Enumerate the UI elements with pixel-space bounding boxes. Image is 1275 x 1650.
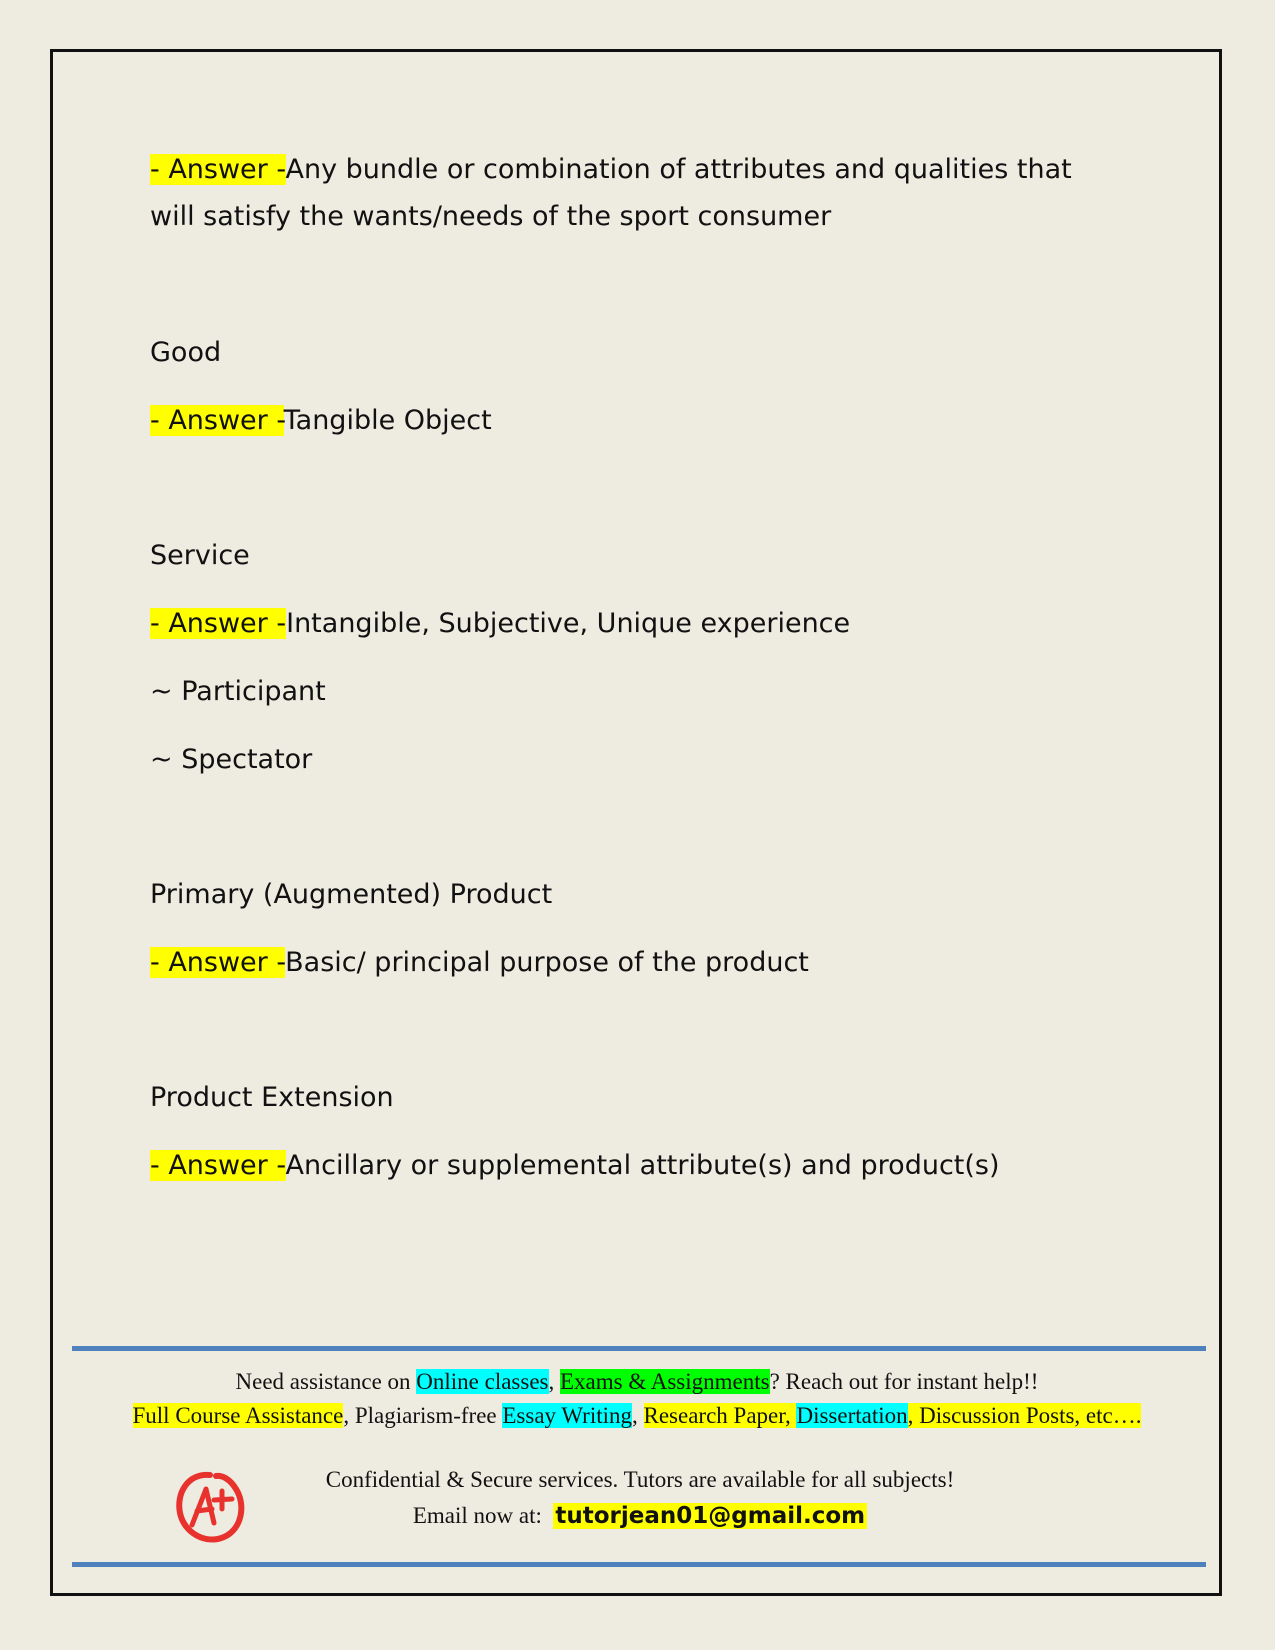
footer-text: , Plagiarism-free <box>343 1403 503 1428</box>
research-highlight: Research Paper, <box>643 1403 797 1428</box>
footer-text: Need assistance on <box>235 1369 417 1394</box>
footer-line-2 <box>60 1403 1214 1429</box>
essay-highlight: Essay Writing <box>502 1403 632 1428</box>
footer-text: , <box>632 1403 644 1428</box>
answer-label: - Answer - <box>150 608 287 639</box>
answer-text: Ancillary or supplemental attribute(s) and product(s) <box>285 1150 1000 1181</box>
term-heading: Product Extension <box>150 1082 394 1113</box>
online-classes-highlight: Online classes <box>416 1369 549 1394</box>
discussion-highlight: , Discussion Posts, etc…. <box>907 1403 1142 1428</box>
footer-line-1 <box>60 1369 1214 1395</box>
answer-label: - Answer - <box>150 1150 286 1181</box>
email-label: Email now at: <box>412 1503 554 1528</box>
email-link[interactable]: tutorjean01@gmail.com <box>555 1503 866 1529</box>
answer-label: - Answer - <box>150 405 284 436</box>
answer-text: Tangible Object <box>283 405 492 436</box>
answer-text: Intangible, Subjective, Unique experience <box>286 608 851 639</box>
answer-line <box>150 401 492 441</box>
sub-item: ~ Participant <box>150 676 326 707</box>
sub-item: ~ Spectator <box>150 744 313 775</box>
full-course-highlight: Full Course Assistance <box>132 1403 344 1428</box>
a-plus-logo-icon <box>172 1467 248 1547</box>
footer-top-rule <box>72 1346 1206 1351</box>
footer-text: , <box>548 1369 560 1394</box>
answer-label: - Answer - <box>150 947 286 978</box>
answer-label: - Answer - <box>150 154 286 185</box>
answer-continuation: will satisfy the wants/needs of the sport consumer <box>150 201 832 232</box>
page-border <box>50 49 1222 1596</box>
answer-text: Any bundle or combination of attributes and qualities that <box>285 154 1072 185</box>
footer-bottom-rule <box>72 1562 1206 1567</box>
answer-line <box>150 150 1072 190</box>
dissertation-highlight: Dissertation <box>796 1403 908 1428</box>
answer-line <box>150 943 809 983</box>
term-heading: Primary (Augmented) Product <box>150 879 553 910</box>
answer-line <box>150 604 850 644</box>
term-heading: Good <box>150 337 222 368</box>
answer-text: Basic/ principal purpose of the product <box>285 947 809 978</box>
footer-confidential: Confidential & Secure services. Tutors are available for all subjects! <box>325 1467 955 1492</box>
answer-line <box>150 1146 1000 1186</box>
footer-email-line <box>240 1503 1040 1529</box>
exams-highlight: Exams & Assignments <box>560 1369 770 1394</box>
term-heading: Service <box>150 540 250 571</box>
footer-text: ? Reach out for instant help!! <box>769 1369 1039 1394</box>
